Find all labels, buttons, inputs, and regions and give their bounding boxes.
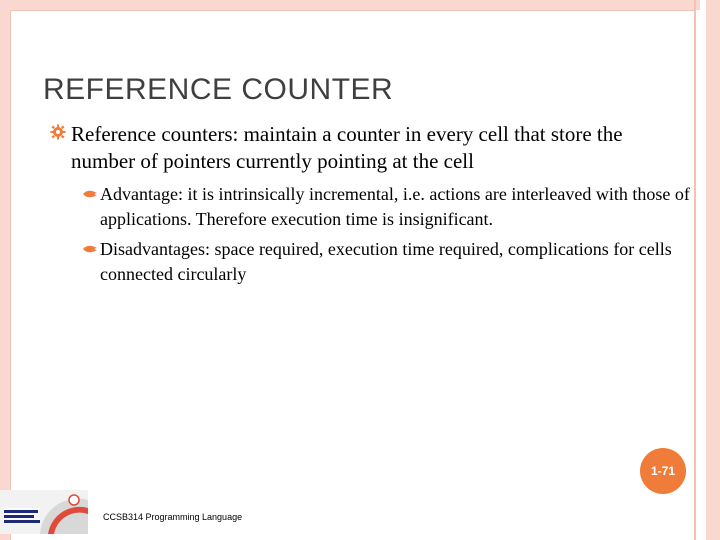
university-logo xyxy=(0,490,88,534)
gear-bullet-icon xyxy=(50,124,66,140)
slide-title: REFERENCE COUNTER xyxy=(43,73,394,106)
fleuron-bullet-icon xyxy=(82,243,98,255)
sub-bullet-disadvantages: Disadvantages: space required, execution time required, complications for cells connected circularly xyxy=(100,239,672,284)
fleuron-bullet-icon xyxy=(82,188,98,200)
frame-right-line xyxy=(694,0,696,540)
footer-course: CCSB314 Programming Language xyxy=(103,512,243,522)
frame-top-border xyxy=(0,0,700,10)
sub-bullet-advantage: Advantage: it is intrinsically incremental, i.e. actions are interleaved with those of applications. Therefore execution time is insignificant. xyxy=(100,184,690,229)
bullet-text: Reference counters: maintain a counter in every cell that store the number of pointers currently pointing at the cell xyxy=(71,122,623,173)
frame-right-border xyxy=(706,0,720,540)
frame-inner-top-line xyxy=(10,10,696,11)
frame-left-border xyxy=(0,0,10,540)
frame-inner-left-line xyxy=(10,10,11,540)
page-number-badge: 1-71 xyxy=(640,448,686,494)
frame-right-gap xyxy=(700,0,706,540)
